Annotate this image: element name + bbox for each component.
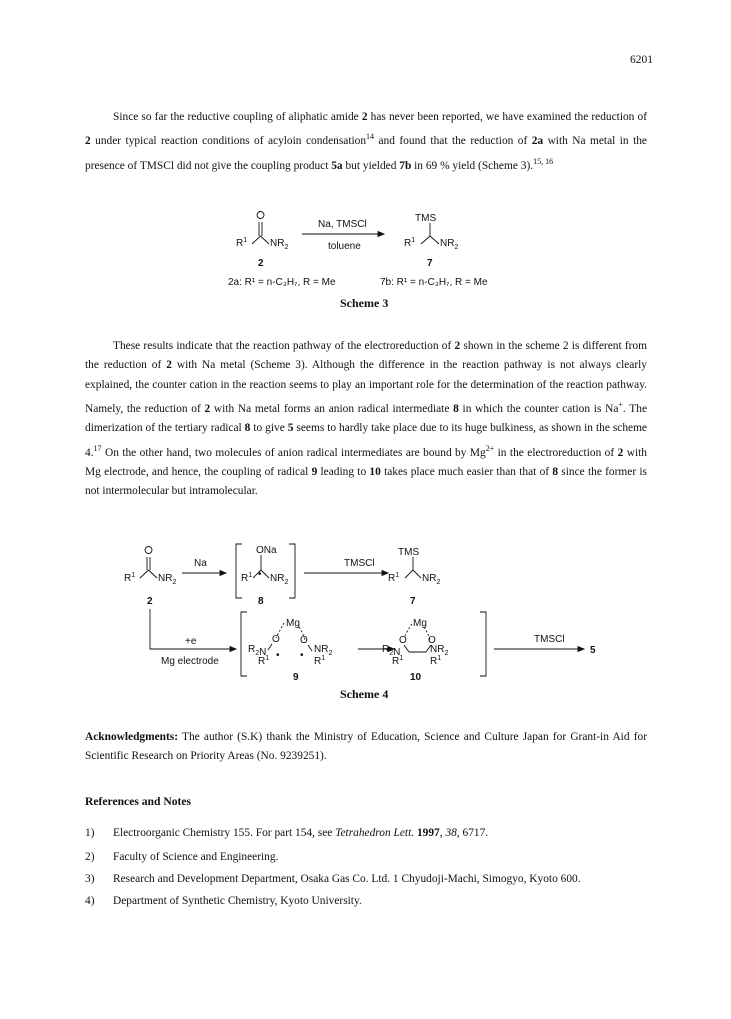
svg-text:TMSCl: TMSCl xyxy=(344,558,375,569)
references-title: References and Notes xyxy=(85,795,192,808)
reference-item: 2) Faculty of Science and Engineering. xyxy=(85,851,279,863)
svg-text:R2N: $R_2N$ xyxy=(248,644,267,658)
svg-text:•: • xyxy=(300,650,304,661)
svg-text:NR2: $NR_2$ xyxy=(270,573,289,586)
svg-text:NR2: $NR_2$ xyxy=(422,573,441,586)
svg-text:O: O xyxy=(272,634,280,645)
bis-radical-structure-9 xyxy=(248,618,332,667)
paragraph-intro: Since so far the reductive coupling of aliphatic amide 2 has never been reported, we have examined the reduction of 2 under typical reaction conditions of acyloin condensation$^{14}$ and found that the reduction of 2a with Na metal in the presence of TMSCl did not give the coupling product 5a but yielded 7b in 69 % yield (Scheme 3).$^{15, 16}$ xyxy=(85,111,647,172)
svg-text:2: 2 xyxy=(258,258,264,269)
svg-text:NR2: $NR_2$ xyxy=(440,238,459,251)
svg-text:O: O xyxy=(300,635,308,646)
svg-text:Na, TMSCl: Na, TMSCl xyxy=(318,219,367,230)
amide-structure-2 xyxy=(124,547,176,587)
svg-text:R1: $R^1$ xyxy=(404,237,416,249)
cyclic-structure-10 xyxy=(382,618,448,667)
svg-text:NR2: $NR_2$ xyxy=(270,238,289,251)
svg-text:8: 8 xyxy=(258,596,264,607)
svg-text:9: 9 xyxy=(293,672,299,683)
svg-text:TMSCl: TMSCl xyxy=(534,634,565,645)
reference-item: 3) Research and Development Department, Osaka Gas Co. Ltd. 1 Chyudoji-Machi, Simogyo, Kyoto 600. xyxy=(85,873,581,885)
svg-text:NR2: $NR_2$ xyxy=(158,573,177,586)
svg-text:R1: $R^1$ xyxy=(236,237,248,249)
scheme-4-figure xyxy=(0,540,731,685)
svg-text:R1: $R^1$ xyxy=(314,655,326,667)
acknowledgments: Acknowledgments: The author (S.K) thank the Ministry of Education, Science and Culture Japan for Grant-in Aid for Scientific Research on Priority Areas (No. 9239251). xyxy=(85,731,647,763)
svg-text:5: 5 xyxy=(590,645,596,656)
scheme-3-caption: Scheme 3 xyxy=(340,296,389,310)
svg-text:R1: $R^1$ xyxy=(392,655,404,667)
svg-text:ONa: ONa xyxy=(256,545,277,556)
svg-text:R1: $R^1$ xyxy=(430,655,442,667)
svg-text:R1: $R^1$ xyxy=(388,572,400,584)
svg-text:Na: Na xyxy=(194,558,207,569)
reference-item: 4) Department of Synthetic Chemistry, Kyoto University. xyxy=(85,895,362,907)
paragraph-discussion: These results indicate that the reaction pathway of the electroreduction of 2 shown in the scheme 2 is different from the reduction of 2 with Na metal (Scheme 3). Although the difference in the reaction pathway is not always clearly explained, the counter cation in the reaction seems to play an important role for the determination of the reaction pathway. Namely, the reduction of 2 with Na metal forms an anion radical intermediate 8 in which the counter cation is Na+. The dimerization of the tertiary radical 8 to give 5 seems to hardly take place due to its huge bulkiness, as shown in the scheme 4.17 On the other hand, two molecules of anion radical intermediates are bound by $Mg^{2+}$ in the electroreduction of 2 with Mg electrode, and hence, the coupling of radical 9 leading to 10 takes place much easier than that of 8 since the former is not intermolecular but intramolecular. xyxy=(85,340,647,498)
svg-text:R1: $R^1$ xyxy=(124,572,136,584)
svg-text:R2N: $R_2N$ xyxy=(382,644,401,658)
svg-text:+e: +e xyxy=(185,636,197,647)
product-structure-7 xyxy=(388,547,440,586)
product-structure-7 xyxy=(404,213,458,251)
svg-text:O: O xyxy=(399,635,407,646)
svg-text:R1: $R^1$ xyxy=(241,572,253,584)
svg-text:Mg: Mg xyxy=(286,618,300,629)
reference-item: 1) Electroorganic Chemistry 155. For part 154, see Tetrahedron Lett. 1997, 38, 6717. xyxy=(85,827,489,839)
page-number: 6201 xyxy=(630,54,653,66)
svg-text:10: 10 xyxy=(410,672,422,683)
svg-text:•: • xyxy=(258,569,262,580)
svg-text:O: O xyxy=(428,635,436,646)
svg-text:TMS: TMS xyxy=(398,547,420,558)
radical-anion-structure-8 xyxy=(241,545,288,586)
svg-text:TMS: TMS xyxy=(415,213,437,224)
svg-text:2a: R¹ = n-C₃H₇, R = Me: 2a: R¹ = n-C₃H₇, R = Me xyxy=(228,277,336,288)
svg-text:R1: $R^1$ xyxy=(258,655,270,667)
svg-text:7b: R¹ = n-C₃H₇, R = Me: 7b: R¹ = n-C₃H₇, R = Me xyxy=(380,277,488,288)
svg-text:Mg electrode: Mg electrode xyxy=(161,656,219,667)
svg-text:7: 7 xyxy=(427,258,433,269)
scheme-4-caption: Scheme 4 xyxy=(340,687,389,701)
amide-structure-2 xyxy=(236,212,288,252)
svg-text:toluene: toluene xyxy=(328,241,361,252)
svg-text:NR2: $NR_2$ xyxy=(430,644,449,657)
svg-text:Mg: Mg xyxy=(413,618,427,629)
svg-text:•: • xyxy=(276,650,280,661)
scheme-3-figure xyxy=(0,200,731,295)
svg-text:2: 2 xyxy=(147,596,153,607)
svg-text:7: 7 xyxy=(410,596,416,607)
acknowledgments-title: Acknowledgments: xyxy=(85,731,179,743)
svg-text:NR2: $NR_2$ xyxy=(314,644,333,657)
